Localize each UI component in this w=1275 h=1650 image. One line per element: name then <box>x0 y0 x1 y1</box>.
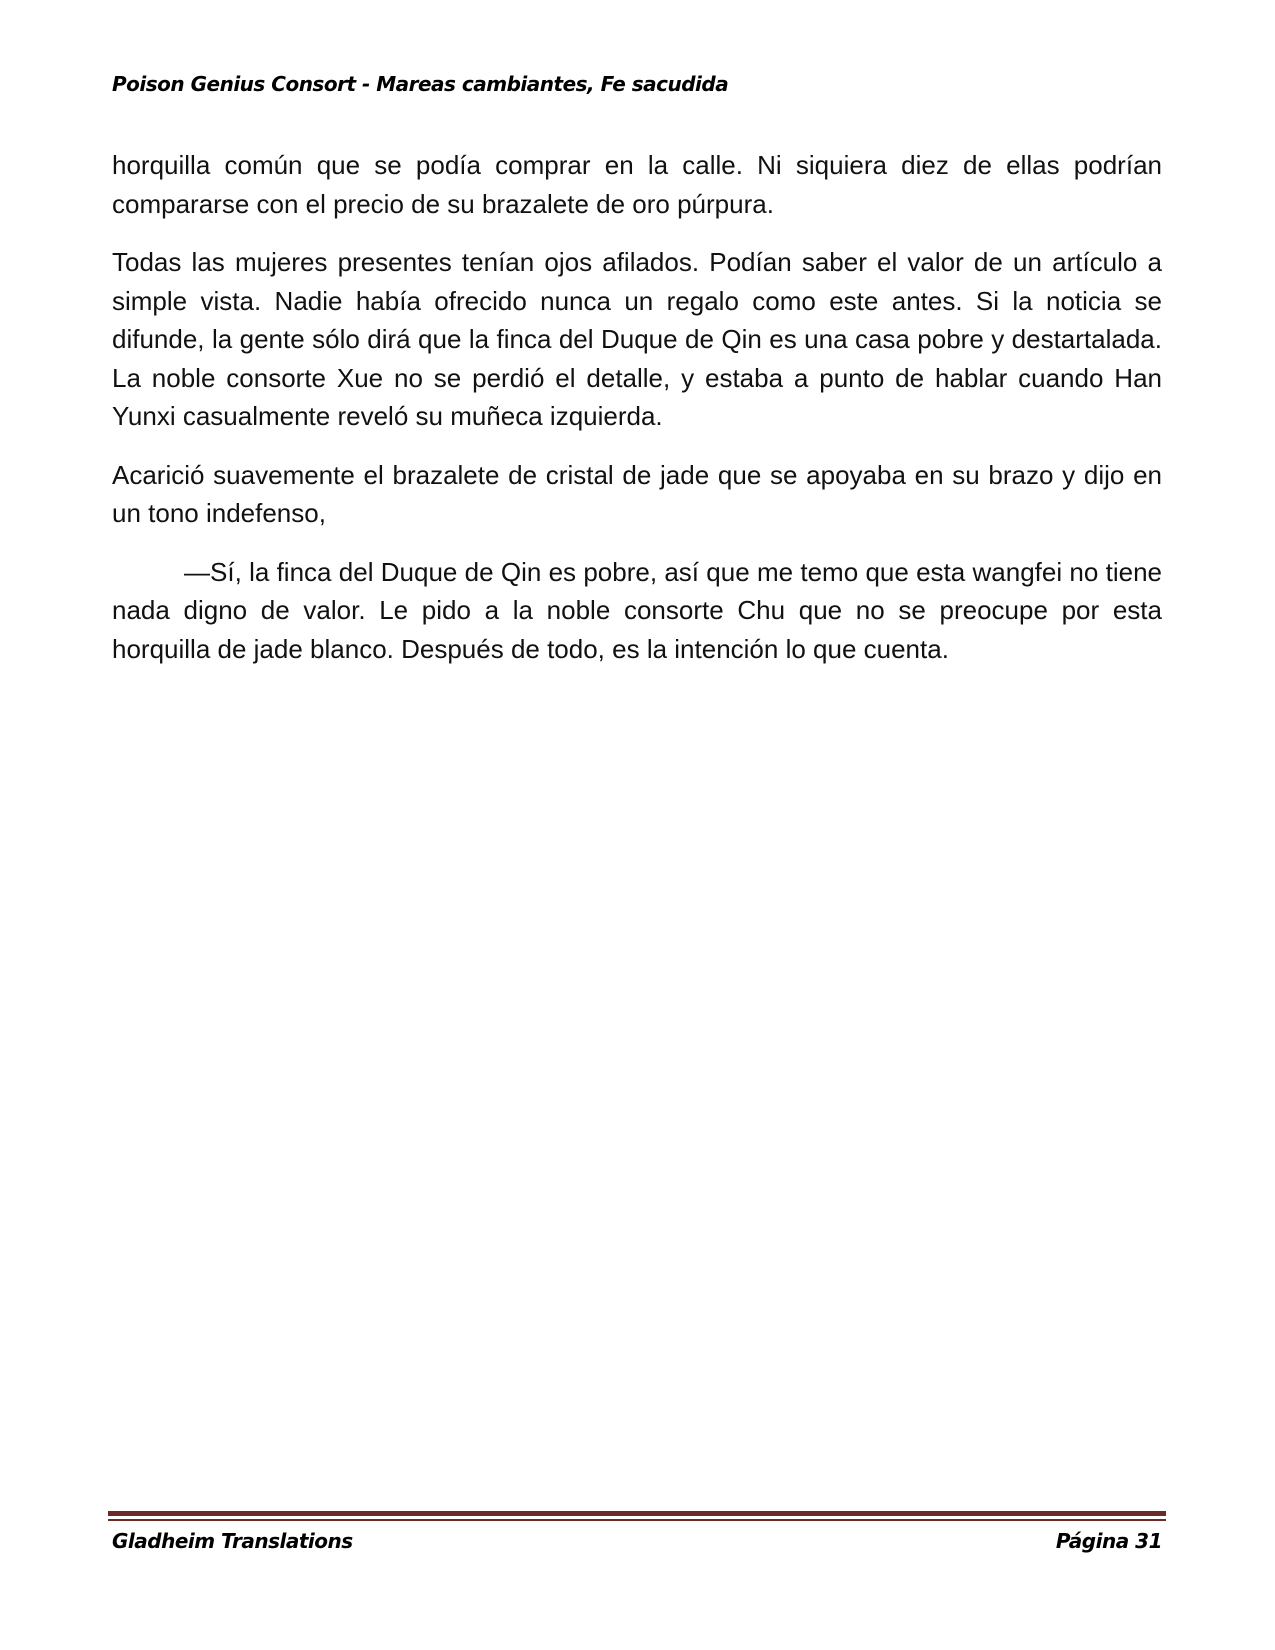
footer-divider <box>108 1511 1166 1523</box>
footer-page-number: Página 31 <box>1055 1529 1162 1553</box>
paragraph-1: horquilla común que se podía comprar en la calle. Ni siquiera diez de ellas podrían compararse con el precio de su brazalete de oro púrpura. <box>112 150 1162 219</box>
page-header-title: Poison Genius Consort - Mareas cambiantes, Fe sacudida <box>112 72 729 96</box>
paragraph-4-dialogue: —Sí, la finca del Duque de Qin es pobre, así que me temo que esta wangfei no tiene nada digno de valor. Le pido a la noble consorte Chu que no se preocupe por esta horquilla de jade blanco. Después de todo, es la intención lo que cuenta. <box>112 556 1162 664</box>
footer-publisher: Gladheim Translations <box>112 1529 353 1553</box>
paragraph-2: Todas las mujeres presentes tenían ojos afilados. Podían saber el valor de un artículo a simple vista. Nadie había ofrecido nunca un regalo como este antes. Si la noticia se difunde, la gente sólo dirá que la finca del Duque de Qin es una casa pobre y destartalada. La noble consorte Xue no se perdió el detalle, y estaba a punto de hablar cuando Han Yunxi casualmente reveló su muñeca izquierda. <box>112 247 1162 431</box>
footer-divider-thick-line <box>108 1511 1166 1516</box>
paragraph-3: Acarició suavemente el brazalete de cristal de jade que se apoyaba en su brazo y dijo en un tono indefenso, <box>112 459 1162 528</box>
footer-divider-thin-line <box>108 1519 1166 1521</box>
document-body <box>112 146 1162 688</box>
